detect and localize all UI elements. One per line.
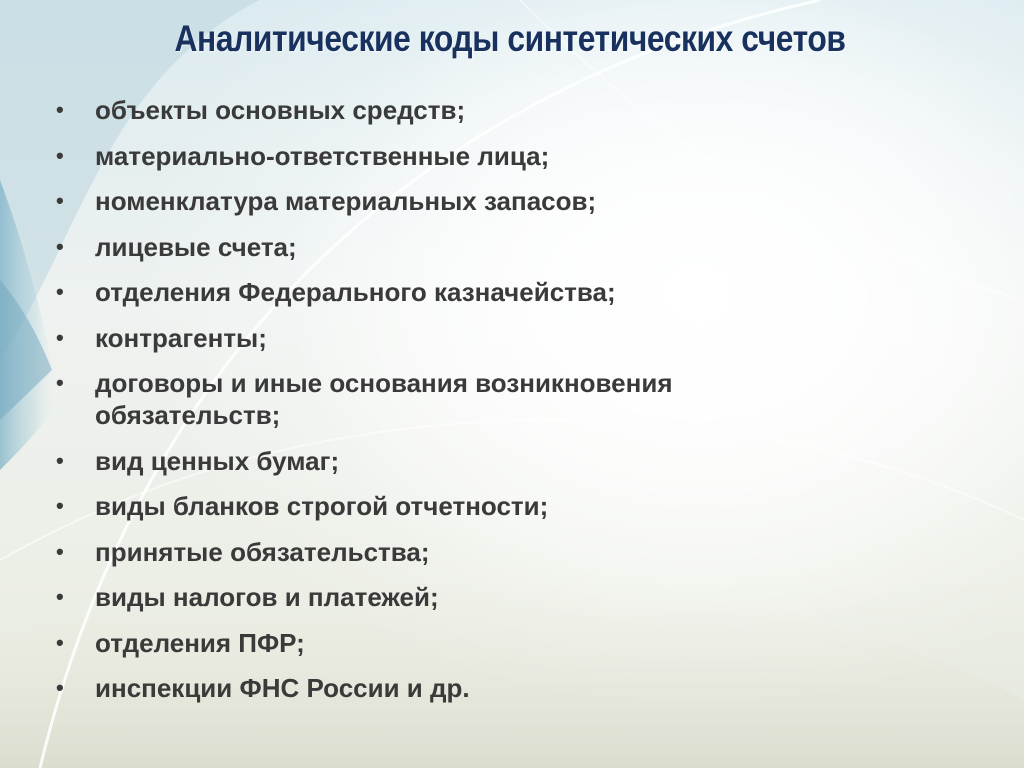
list-item [48, 185, 948, 217]
list-item-text: контрагенты; [95, 322, 267, 353]
bullet-dot-icon: • [56, 279, 64, 304]
list-item [48, 672, 948, 704]
bullet-dot-icon: • [56, 538, 64, 564]
list-item-text: принятые обязательства; [95, 536, 430, 567]
bullet-dot-icon: • [56, 584, 64, 609]
bullet-dot-icon: • [56, 324, 64, 350]
list-item [48, 140, 948, 172]
bullet-dot-icon: • [56, 493, 64, 518]
list-item-text: вид ценных бумаг; [95, 445, 340, 476]
list-item [48, 367, 948, 431]
bullet-dot-icon: • [56, 188, 64, 213]
list-item-text: виды бланков строгой отчетности; [95, 491, 549, 521]
list-item-text: объекты основных средств; [95, 95, 466, 125]
list-item-text-line-2: обязательств; [95, 400, 281, 430]
list-item-text-line-1: договоры и иные основания возникновения [95, 368, 673, 398]
bullet-dot-icon: • [56, 97, 64, 122]
list-item [48, 94, 948, 126]
list-item-text: номенклатура материальных запасов; [95, 186, 597, 216]
list-item-text: инспекции ФНС России и др. [95, 673, 470, 703]
bullet-dot-icon: • [56, 370, 64, 395]
list-item-text: лицевые счета; [95, 231, 297, 262]
slide-title: Аналитические коды синтетических счетов [174, 18, 846, 59]
bullet-list [48, 94, 948, 718]
bullet-dot-icon: • [56, 233, 64, 259]
bullet-dot-icon: • [56, 629, 64, 655]
list-item [48, 490, 948, 522]
list-item [48, 445, 948, 477]
list-item [48, 322, 948, 354]
list-item [48, 627, 948, 659]
bullet-dot-icon: • [56, 447, 64, 473]
bullet-dot-icon: • [56, 675, 64, 700]
list-item [48, 536, 948, 568]
bullet-dot-icon: • [56, 142, 64, 168]
list-item-text: виды налогов и платежей; [95, 582, 439, 612]
list-item [48, 581, 948, 613]
list-item [48, 231, 948, 263]
list-item-text: отделения ПФР; [95, 627, 305, 658]
list-item-text: отделения Федерального казначейства; [95, 277, 616, 307]
list-item-text: материально-ответственные лица; [95, 140, 550, 171]
list-item [48, 276, 948, 308]
